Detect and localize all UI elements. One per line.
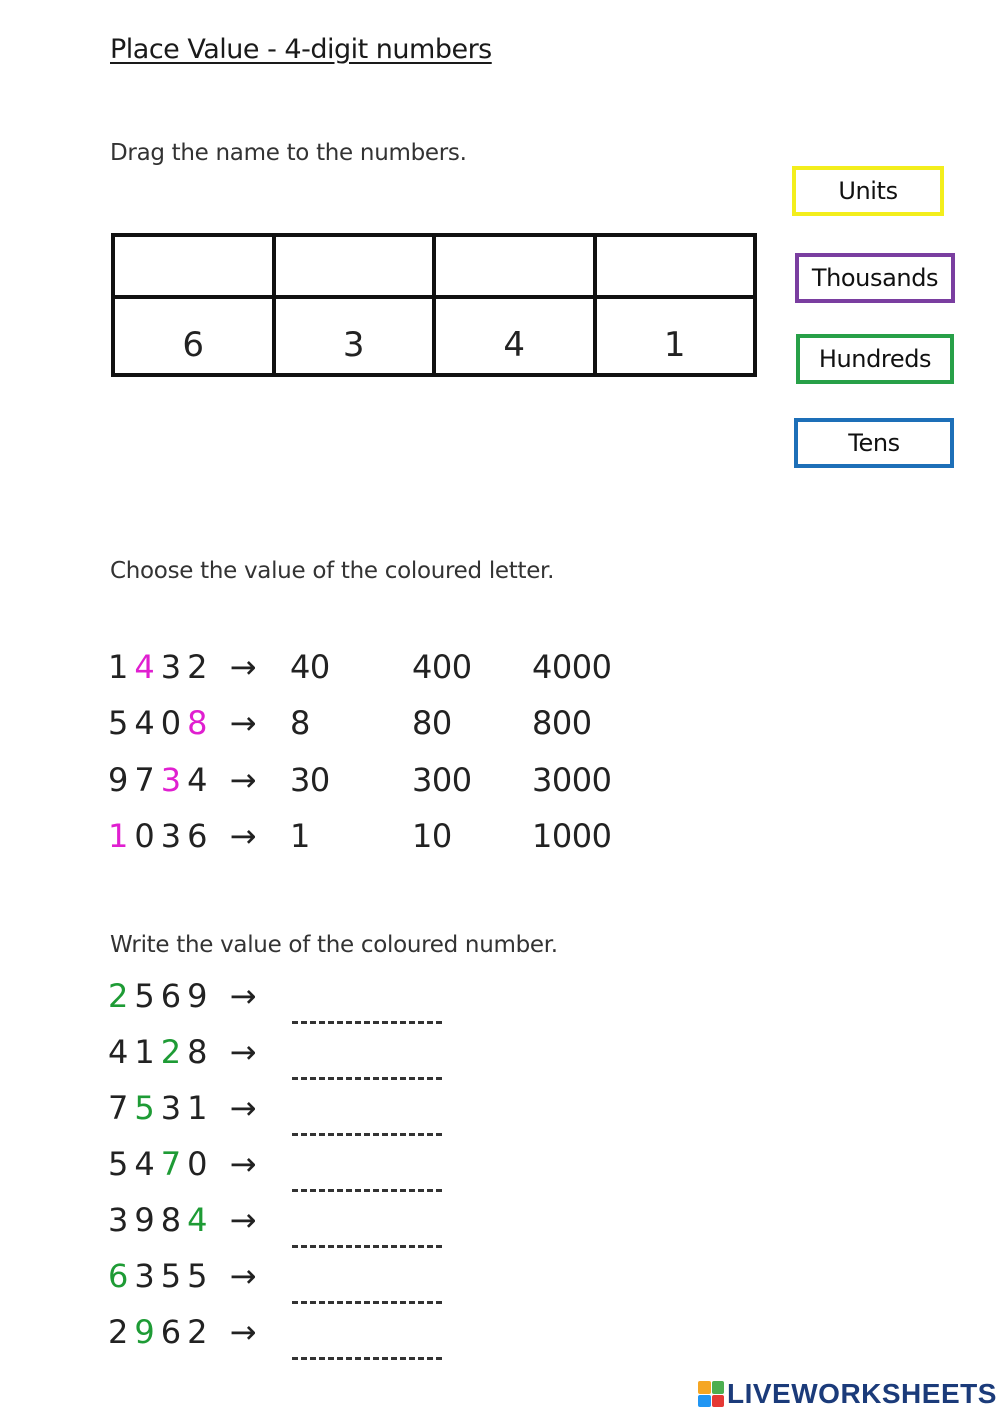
highlight-digit: 2 xyxy=(108,977,135,1015)
answer-input[interactable] xyxy=(292,1039,442,1080)
drop-zone-2[interactable] xyxy=(274,235,435,297)
liveworksheets-logo xyxy=(698,1378,997,1410)
highlight-digit: 6 xyxy=(108,1257,135,1295)
number xyxy=(108,1089,262,1127)
arrow-icon: → xyxy=(229,977,263,1015)
digits-before: 540 xyxy=(108,704,188,742)
number xyxy=(108,704,262,742)
highlight-digit: 8 xyxy=(187,704,214,742)
number xyxy=(108,817,262,855)
write-row xyxy=(108,1201,508,1247)
highlight-digit: 9 xyxy=(134,1313,161,1351)
digit-cell: 1 xyxy=(595,297,756,375)
instruction-write: Write the value of the coloured number. xyxy=(110,932,558,958)
option[interactable]: 80 xyxy=(412,704,452,742)
digits-after: 32 xyxy=(160,648,214,686)
digits-after: 036 xyxy=(134,817,214,855)
arrow-icon: → xyxy=(229,1201,263,1239)
highlight-digit: 3 xyxy=(160,761,188,799)
arrow-icon: → xyxy=(229,704,263,742)
arrow-icon: → xyxy=(229,1313,263,1351)
drop-zone-4[interactable] xyxy=(595,235,756,297)
answer-input[interactable] xyxy=(292,1207,442,1248)
write-row xyxy=(108,1089,508,1135)
number xyxy=(108,1033,262,1071)
choice-row xyxy=(108,817,668,867)
number xyxy=(108,1145,262,1183)
answer-input[interactable] xyxy=(292,983,442,1024)
digits-before: 1 xyxy=(108,648,135,686)
option[interactable]: 800 xyxy=(532,704,592,742)
drag-label-thousands[interactable]: Thousands xyxy=(795,253,955,303)
arrow-icon: → xyxy=(229,1089,263,1127)
option[interactable]: 8 xyxy=(290,704,310,742)
instruction-choose: Choose the value of the coloured letter. xyxy=(110,558,555,584)
brand-logo-icon xyxy=(698,1381,724,1407)
number xyxy=(108,977,262,1015)
choice-row xyxy=(108,704,668,754)
number xyxy=(108,1313,262,1351)
option[interactable]: 4000 xyxy=(532,648,612,686)
drag-label-hundreds[interactable]: Hundreds xyxy=(796,334,954,384)
option[interactable]: 400 xyxy=(412,648,472,686)
write-row xyxy=(108,1257,508,1303)
digits-before: 2 xyxy=(108,1313,135,1351)
drag-label-tens[interactable]: Tens xyxy=(794,418,954,468)
highlight-digit: 1 xyxy=(108,817,135,855)
digit-cell: 3 xyxy=(274,297,435,375)
digits-before: 97 xyxy=(108,761,161,799)
highlight-digit: 4 xyxy=(134,648,161,686)
choice-row xyxy=(108,648,668,698)
digits-after: 569 xyxy=(134,977,214,1015)
answer-input[interactable] xyxy=(292,1263,442,1304)
digits-before: 398 xyxy=(108,1201,188,1239)
number xyxy=(108,648,262,686)
choice-row xyxy=(108,761,668,811)
digits-before: 41 xyxy=(108,1033,161,1071)
digits-after: 62 xyxy=(160,1313,214,1351)
instruction-drag: Drag the name to the numbers. xyxy=(110,140,467,166)
drop-zone-1[interactable] xyxy=(113,235,274,297)
digits-after: 0 xyxy=(187,1145,214,1183)
answer-input[interactable] xyxy=(292,1095,442,1136)
highlight-digit: 4 xyxy=(187,1201,214,1239)
option[interactable]: 1 xyxy=(290,817,310,855)
digit-cell: 6 xyxy=(113,297,274,375)
answer-input[interactable] xyxy=(292,1151,442,1192)
digit-cell: 4 xyxy=(434,297,595,375)
digits-after: 31 xyxy=(160,1089,214,1127)
arrow-icon: → xyxy=(229,761,263,799)
write-row xyxy=(108,977,508,1023)
option[interactable]: 3000 xyxy=(532,761,612,799)
option[interactable]: 1000 xyxy=(532,817,612,855)
number xyxy=(108,761,262,799)
option[interactable]: 300 xyxy=(412,761,472,799)
drag-label-units[interactable]: Units xyxy=(792,166,944,216)
arrow-icon: → xyxy=(229,1033,263,1071)
option[interactable]: 30 xyxy=(290,761,330,799)
arrow-icon: → xyxy=(229,648,263,686)
option[interactable]: 40 xyxy=(290,648,330,686)
write-row xyxy=(108,1145,508,1191)
arrow-icon: → xyxy=(229,1257,263,1295)
place-value-table xyxy=(111,233,757,377)
highlight-digit: 7 xyxy=(160,1145,188,1183)
digits-before: 54 xyxy=(108,1145,161,1183)
digits-before: 7 xyxy=(108,1089,135,1127)
digits-after: 4 xyxy=(187,761,214,799)
highlight-digit: 5 xyxy=(134,1089,161,1127)
option[interactable]: 10 xyxy=(412,817,452,855)
drop-zone-3[interactable] xyxy=(434,235,595,297)
arrow-icon: → xyxy=(229,1145,263,1183)
digits-after: 355 xyxy=(134,1257,214,1295)
answer-input[interactable] xyxy=(292,1319,442,1360)
arrow-icon: → xyxy=(229,817,263,855)
worksheet-title: Place Value - 4-digit numbers xyxy=(110,34,492,65)
write-row xyxy=(108,1033,508,1079)
digits-after: 8 xyxy=(187,1033,214,1071)
brand-text: LIVEWORKSHEETS xyxy=(727,1378,997,1409)
number xyxy=(108,1201,262,1239)
highlight-digit: 2 xyxy=(160,1033,188,1071)
write-row xyxy=(108,1313,508,1359)
number xyxy=(108,1257,262,1295)
